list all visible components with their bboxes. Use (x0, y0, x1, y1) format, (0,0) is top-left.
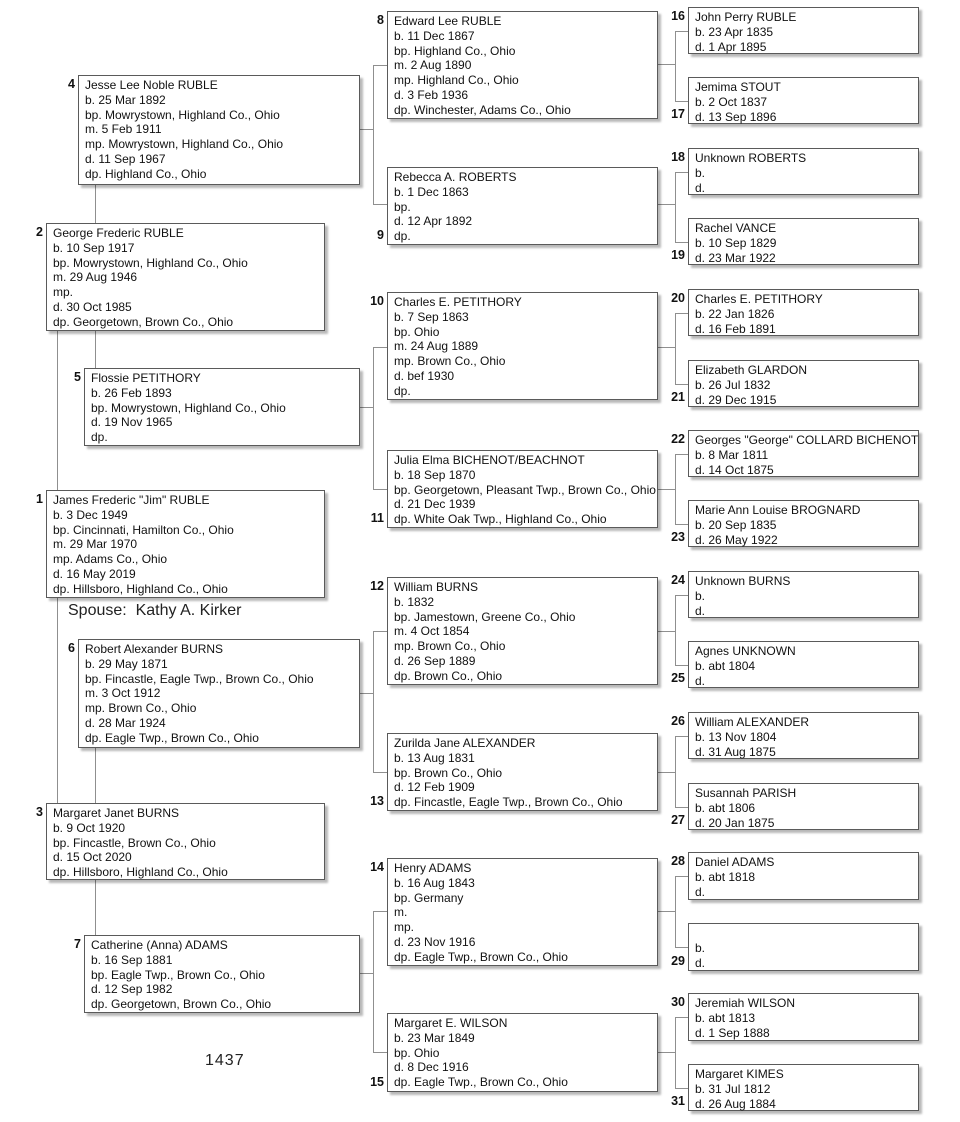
person-detail: mp. (394, 920, 415, 935)
connector-line (360, 693, 373, 694)
person-box-8 (387, 11, 658, 119)
person-detail: b. (695, 588, 706, 603)
connector-line (675, 1017, 676, 1088)
person-detail: d. 16 Feb 1891 (695, 321, 776, 336)
person-detail: b. 13 Nov 1804 (695, 729, 777, 744)
person-detail: d. 28 Mar 1924 (85, 715, 166, 730)
person-number: 2 (36, 225, 43, 239)
person-detail: b. abt 1806 (695, 800, 756, 815)
person-detail: bp. Fincastle, Eagle Twp., Brown Co., Ohio (85, 671, 314, 686)
person-name: Unknown BURNS (695, 574, 791, 588)
person-box-25 (688, 641, 919, 688)
person-number: 13 (370, 794, 384, 808)
person-detail: dp. (394, 383, 411, 398)
person-detail: b. (695, 940, 706, 955)
person-box-27 (688, 783, 919, 830)
connector-line (373, 347, 387, 348)
person-detail: bp. Jamestown, Greene Co., Ohio (394, 609, 576, 624)
person-number: 11 (370, 511, 384, 525)
person-box-22 (688, 430, 919, 477)
connector-line (360, 129, 373, 130)
person-detail: d. 14 Oct 1875 (695, 462, 774, 477)
person-detail: mp. Brown Co., Ohio (394, 639, 506, 654)
person-name: Julia Elma BICHENOT/BEACHNOT (394, 453, 585, 467)
person-detail: d. 21 Dec 1939 (394, 497, 476, 512)
person-name: Georges "George" COLLARD BICHENOT (695, 433, 919, 447)
person-box-6 (78, 639, 360, 748)
person-number: 31 (671, 1094, 685, 1108)
person-detail: b. 3 Dec 1949 (53, 507, 128, 522)
connector-line (373, 65, 387, 66)
person-detail: d. 16 May 2019 (53, 566, 136, 581)
person-box-23 (688, 500, 919, 547)
person-name: Robert Alexander BURNS (85, 642, 224, 656)
person-detail: b. 29 May 1871 (85, 656, 168, 671)
person-name: George Frederic RUBLE (53, 226, 184, 240)
person-detail: bp. Brown Co., Ohio (394, 765, 503, 780)
connector-line (658, 64, 675, 65)
person-detail: dp. Winchester, Adams Co., Ohio (394, 102, 571, 117)
person-number: 21 (671, 390, 685, 404)
person-detail: d. (695, 180, 706, 195)
person-detail: d. (695, 673, 706, 688)
person-name: Catherine (Anna) ADAMS (91, 938, 228, 952)
person-detail: d. 12 Sep 1982 (91, 982, 173, 997)
connector-line (675, 876, 688, 877)
person-name: Jeremiah WILSON (695, 996, 796, 1010)
person-number: 8 (377, 13, 384, 27)
person-detail: bp. Highland Co., Ohio (394, 43, 516, 58)
person-detail: b. 2 Oct 1837 (695, 94, 768, 109)
person-number: 12 (370, 579, 384, 593)
person-number: 24 (671, 573, 685, 587)
person-number: 3 (36, 805, 43, 819)
person-number: 26 (671, 714, 685, 728)
person-detail: b. 23 Apr 1835 (695, 24, 774, 39)
person-name (695, 926, 912, 941)
person-box-7 (84, 935, 360, 1013)
person-detail: m. 29 Aug 1946 (53, 270, 138, 285)
connector-line (373, 1052, 387, 1053)
person-detail: dp. White Oak Twp., Highland Co., Ohio (394, 512, 607, 527)
person-detail: bp. Ohio (394, 1045, 440, 1060)
person-name: Jesse Lee Noble RUBLE (85, 78, 218, 92)
person-detail: b. 18 Sep 1870 (394, 467, 476, 482)
person-name: Zurilda Jane ALEXANDER (394, 736, 536, 750)
person-detail: dp. Eagle Twp., Brown Co., Ohio (394, 949, 568, 964)
person-number: 20 (671, 291, 685, 305)
person-detail: dp. Hillsboro, Highland Co., Ohio (53, 581, 228, 596)
person-number: 4 (68, 77, 75, 91)
person-box-31 (688, 1064, 919, 1111)
person-detail: d. 20 Jan 1875 (695, 815, 775, 830)
person-name: Margaret Janet BURNS (53, 806, 180, 820)
connector-line (675, 807, 688, 808)
person-detail: d. 11 Sep 1967 (85, 151, 166, 166)
person-box-10 (387, 292, 658, 400)
person-name: Margaret E. WILSON (394, 1016, 508, 1030)
person-number: 15 (370, 1075, 384, 1089)
connector-line (675, 876, 676, 947)
person-detail: d. 31 Aug 1875 (695, 744, 776, 759)
person-name: Unknown ROBERTS (695, 151, 807, 165)
person-number: 6 (68, 641, 75, 655)
connector-line (658, 911, 675, 912)
connector-line (675, 313, 676, 384)
person-name: Agnes UNKNOWN (695, 644, 796, 658)
person-detail: bp. Ohio (394, 324, 440, 339)
connector-line (675, 595, 688, 596)
person-box-13 (387, 733, 658, 811)
person-detail: b. 22 Jan 1826 (695, 306, 775, 321)
person-detail: mp. Adams Co., Ohio (53, 552, 168, 567)
person-box-18 (688, 148, 919, 195)
connector-line (675, 454, 676, 524)
connector-line (373, 347, 374, 489)
person-detail: b. 9 Oct 1920 (53, 820, 126, 835)
connector-line (675, 947, 688, 948)
person-detail: b. 10 Sep 1917 (53, 240, 135, 255)
person-name: Susannah PARISH (695, 786, 797, 800)
connector-line (675, 1017, 688, 1018)
connector-line (658, 204, 675, 205)
person-box-24 (688, 571, 919, 618)
person-detail: b. 13 Aug 1831 (394, 750, 475, 765)
person-detail: b. 31 Jul 1812 (695, 1081, 771, 1096)
person-detail: d. 13 Sep 1896 (695, 109, 777, 124)
person-box-20 (688, 289, 919, 336)
person-box-5 (84, 368, 360, 446)
person-detail: d. 26 May 1922 (695, 532, 778, 547)
person-detail: b. 10 Sep 1829 (695, 235, 777, 250)
person-detail: b. 8 Mar 1811 (695, 447, 769, 462)
person-name: Flossie PETITHORY (91, 371, 201, 385)
person-number: 30 (671, 995, 685, 1009)
person-detail: b. 20 Sep 1835 (695, 517, 777, 532)
person-name: Charles E. PETITHORY (394, 295, 522, 309)
person-detail: b. abt 1818 (695, 869, 756, 884)
person-detail: dp. Eagle Twp., Brown Co., Ohio (85, 730, 259, 745)
person-detail: b. 26 Jul 1832 (695, 377, 771, 392)
connector-line (675, 524, 688, 525)
person-detail: d. 26 Aug 1884 (695, 1096, 776, 1111)
person-detail: bp. (394, 199, 411, 214)
spouse-note: Spouse: Kathy A. Kirker (68, 602, 242, 619)
connector-line (675, 665, 688, 666)
person-detail: m. 29 Mar 1970 (53, 537, 138, 552)
person-box-16 (688, 7, 919, 54)
person-box-9 (387, 167, 658, 245)
person-detail: mp. (53, 285, 74, 300)
connector-line (675, 172, 676, 242)
person-box-4 (78, 75, 360, 185)
person-name: William ALEXANDER (695, 715, 810, 729)
person-name: Elizabeth GLARDON (695, 363, 808, 377)
person-name: Daniel ADAMS (695, 855, 775, 869)
person-box-26 (688, 712, 919, 759)
connector-line (675, 736, 688, 737)
person-detail: d. 19 Nov 1965 (91, 415, 173, 430)
person-detail: d. 3 Feb 1936 (394, 87, 469, 102)
person-number: 28 (671, 854, 685, 868)
person-detail: dp. Georgetown, Brown Co., Ohio (91, 997, 272, 1012)
page-number: 1437 (205, 1052, 245, 1069)
person-detail: b. abt 1804 (695, 658, 756, 673)
connector-line (658, 631, 675, 632)
connector-line (675, 172, 688, 173)
connector-line (658, 489, 675, 490)
person-detail: dp. Hillsboro, Highland Co., Ohio (53, 865, 228, 880)
person-detail: b. 11 Dec 1867 (394, 28, 475, 43)
person-box-30 (688, 993, 919, 1041)
person-detail: d. 15 Oct 2020 (53, 850, 132, 865)
person-detail: d. 29 Dec 1915 (695, 392, 777, 407)
connector-line (658, 1052, 675, 1053)
person-detail: m. 4 Oct 1854 (394, 624, 470, 639)
person-detail: bp. Mowrystown, Highland Co., Ohio (53, 255, 248, 270)
connector-line (373, 911, 387, 912)
person-box-14 (387, 858, 658, 966)
person-detail: dp. Georgetown, Brown Co., Ohio (53, 314, 234, 329)
person-name: Jemima STOUT (695, 80, 781, 94)
person-detail: b. 23 Mar 1849 (394, 1030, 475, 1045)
person-name: Edward Lee RUBLE (394, 14, 502, 28)
connector-line (675, 31, 688, 32)
person-detail: b. 26 Feb 1893 (91, 385, 172, 400)
person-detail: b. 25 Mar 1892 (85, 92, 166, 107)
person-detail: m. 3 Oct 1912 (85, 686, 161, 701)
person-detail: d. (695, 603, 706, 618)
person-box-17 (688, 77, 919, 124)
person-detail: d. 23 Nov 1916 (394, 934, 476, 949)
person-detail: m. 2 Aug 1890 (394, 58, 472, 73)
person-number: 10 (370, 294, 384, 308)
connector-line (675, 1088, 688, 1089)
connector-line (658, 772, 675, 773)
person-detail: dp. Brown Co., Ohio (394, 668, 503, 683)
connector-line (373, 631, 374, 772)
person-box-19 (688, 218, 919, 265)
person-box-15 (387, 1013, 658, 1092)
person-detail: dp. Eagle Twp., Brown Co., Ohio (394, 1075, 568, 1090)
person-detail: d. 30 Oct 1985 (53, 299, 132, 314)
person-name: Margaret KIMES (695, 1067, 784, 1081)
person-detail: d. (695, 955, 706, 970)
person-detail: m. 24 Aug 1889 (394, 339, 479, 354)
connector-line (373, 772, 387, 773)
connector-line (373, 911, 374, 1052)
person-number: 7 (74, 937, 81, 951)
person-number: 14 (370, 860, 384, 874)
person-number: 17 (671, 107, 685, 121)
person-detail: bp. Germany (394, 890, 464, 905)
person-box-21 (688, 360, 919, 407)
person-detail: dp. (91, 430, 108, 445)
person-detail: b. (695, 165, 706, 180)
person-name: James Frederic "Jim" RUBLE (53, 493, 210, 507)
connector-line (675, 31, 676, 101)
person-detail: dp. (394, 229, 411, 244)
person-box-29 (688, 923, 919, 971)
person-number: 19 (671, 248, 685, 262)
person-number: 1 (36, 492, 43, 506)
person-number: 16 (671, 9, 685, 23)
person-number: 5 (74, 370, 81, 384)
person-detail: d. bef 1930 (394, 368, 455, 383)
person-detail: bp. Mowrystown, Highland Co., Ohio (91, 400, 286, 415)
person-detail: b. 16 Aug 1843 (394, 875, 475, 890)
person-detail: dp. Fincastle, Eagle Twp., Brown Co., Ohio (394, 795, 623, 810)
person-number: 18 (671, 150, 685, 164)
connector-line (373, 631, 387, 632)
person-detail: b. 1 Dec 1863 (394, 184, 469, 199)
person-detail: d. 26 Sep 1889 (394, 653, 476, 668)
connector-line (675, 454, 688, 455)
person-detail: d. 23 Mar 1922 (695, 250, 776, 265)
person-detail: d. 12 Apr 1892 (394, 214, 473, 229)
connector-line (373, 204, 387, 205)
person-number: 27 (671, 813, 685, 827)
connector-line (373, 489, 387, 490)
person-box-3 (46, 803, 325, 880)
person-detail: mp. Brown Co., Ohio (394, 354, 506, 369)
person-detail: mp. Highland Co., Ohio (394, 73, 519, 88)
person-box-28 (688, 852, 919, 900)
person-detail: bp. Cincinnati, Hamilton Co., Ohio (53, 522, 234, 537)
person-detail: b. 16 Sep 1881 (91, 952, 173, 967)
person-box-12 (387, 577, 658, 685)
person-detail: d. 1 Sep 1888 (695, 1025, 770, 1040)
person-detail: mp. Brown Co., Ohio (85, 701, 197, 716)
person-detail: bp. Mowrystown, Highland Co., Ohio (85, 107, 280, 122)
person-detail: d. 1 Apr 1895 (695, 39, 767, 54)
person-detail: d. 12 Feb 1909 (394, 780, 475, 795)
person-number: 29 (671, 954, 685, 968)
person-detail: mp. Mowrystown, Highland Co., Ohio (85, 137, 284, 152)
connector-line (658, 347, 675, 348)
person-number: 23 (671, 530, 685, 544)
person-number: 9 (377, 228, 384, 242)
person-detail: m. 5 Feb 1911 (85, 122, 162, 137)
person-name: Rebecca A. ROBERTS (394, 170, 517, 184)
connector-line (675, 384, 688, 385)
person-detail: m. (394, 905, 408, 920)
person-name: Henry ADAMS (394, 861, 472, 875)
person-detail: bp. Georgetown, Pleasant Twp., Brown Co., Ohio (394, 482, 656, 497)
person-box-11 (387, 450, 658, 528)
connector-line (675, 313, 688, 314)
person-detail: b. 1832 (394, 594, 435, 609)
person-name: Marie Ann Louise BROGNARD (695, 503, 861, 517)
person-detail: dp. Highland Co., Ohio (85, 166, 207, 181)
person-box-1 (46, 490, 325, 598)
person-name: William BURNS (394, 580, 478, 594)
person-detail: bp. Fincastle, Brown Co., Ohio (53, 835, 216, 850)
person-detail: d. (695, 884, 706, 899)
connector-line (675, 736, 676, 807)
person-number: 22 (671, 432, 685, 446)
connector-line (373, 65, 374, 204)
connector-line (675, 242, 688, 243)
connector-line (360, 973, 373, 974)
person-detail: d. 8 Dec 1916 (394, 1060, 469, 1075)
person-detail: b. abt 1813 (695, 1010, 756, 1025)
person-name: Rachel VANCE (695, 221, 777, 235)
person-box-2 (46, 223, 325, 331)
connector-line (675, 595, 676, 665)
person-detail: bp. Eagle Twp., Brown Co., Ohio (91, 967, 265, 982)
person-name: Charles E. PETITHORY (695, 292, 823, 306)
connector-line (360, 407, 373, 408)
person-number: 25 (671, 671, 685, 685)
person-name: John Perry RUBLE (695, 10, 797, 24)
person-detail: b. 7 Sep 1863 (394, 309, 469, 324)
connector-line (675, 101, 688, 102)
